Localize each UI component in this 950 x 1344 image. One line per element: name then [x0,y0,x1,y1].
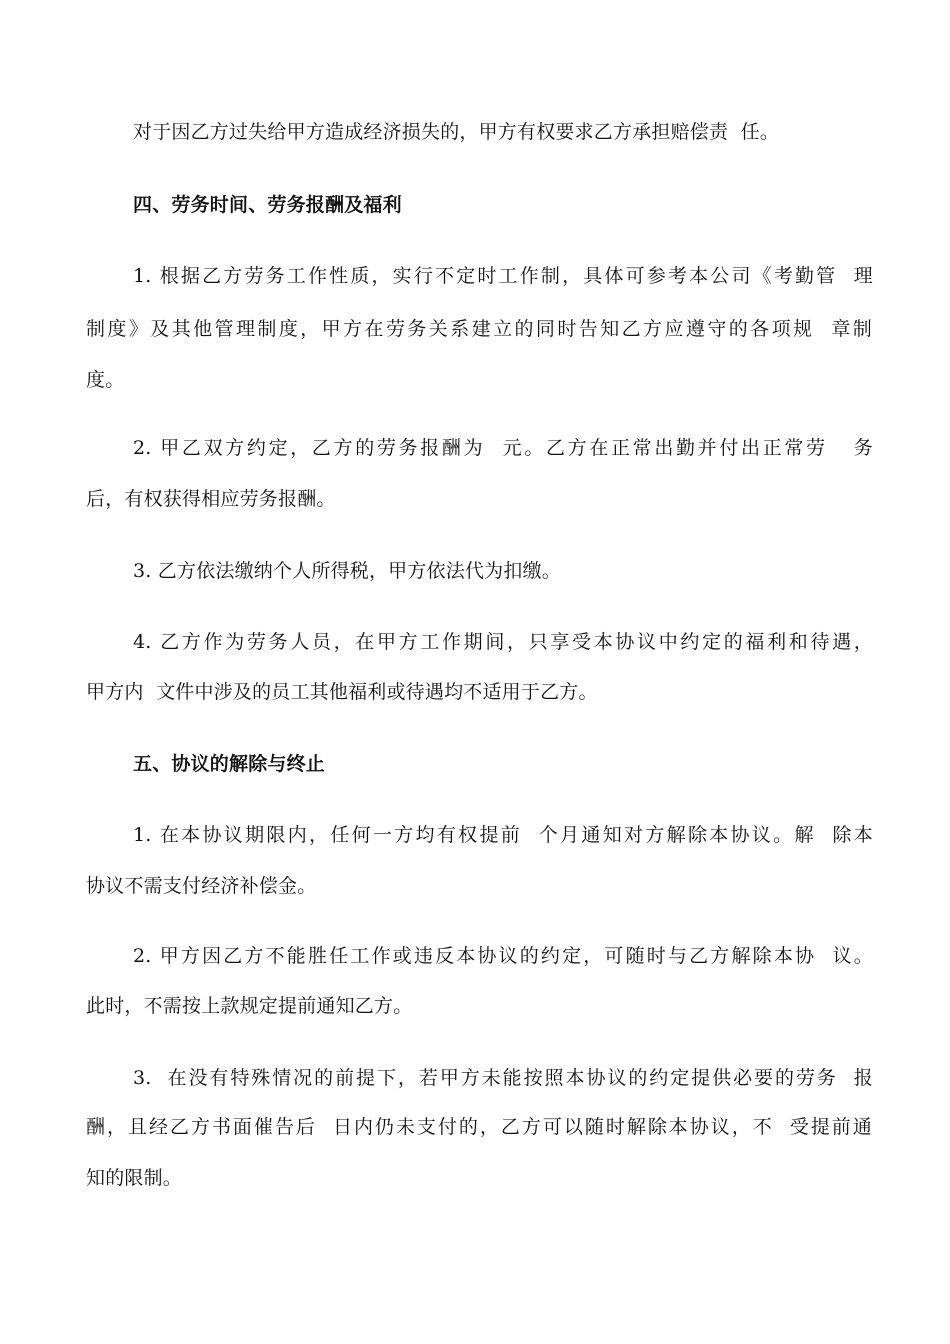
clause-4-2-line-2: 后，有权获得相应劳务报酬。 [86,488,336,510]
section-heading-4: 四、劳务时间、劳务报酬及福利 [133,194,402,216]
clause-4-1-line-2: 制度》及其他管理制度，甲方在劳务关系建立的同时告知乙方应遵守的各项规 章制 [86,318,872,340]
clause-5-1-line-1: 1. 在本协议期限内，任何一方均有权提前 个月通知对方解除本协议。解 除本 [133,824,873,846]
paragraph-liability-line-1: 对于因乙方过失给甲方造成经济损失的，甲方有权要求乙方承担赔偿责 任。 [133,121,780,143]
clause-4-4-line-2: 甲方内 文件中涉及的员工其他福利或待遇均不适用于乙方。 [86,681,598,703]
clause-4-2-line-1: 2. 甲乙双方约定，乙方的劳务报酬为 元。乙方在正常出勤并付出正常劳 务 [133,437,873,459]
clause-4-4-line-1: 4. 乙方作为劳务人员，在甲方工作期间，只享受本协议中约定的福利和待遇， [133,631,873,653]
clause-5-1-line-2: 协议不需支付经济补偿金。 [86,875,317,897]
clause-5-2-line-1: 2. 甲方因乙方不能胜任工作或违反本协议的约定，可随时与乙方解除本协 议。 [133,945,873,967]
clause-5-3-line-2: 酬，且经乙方书面催告后 日内仍未支付的，乙方可以随时解除本协议，不 受提前通 [86,1116,872,1138]
clause-4-1-line-3: 度。 [86,369,125,391]
clause-4-3-line-1: 3. 乙方依法缴纳个人所得税，甲方依法代为扣缴。 [133,560,561,582]
clause-4-1-line-1: 1. 根据乙方劳务工作性质，实行不定时工作制，具体可参考本公司《考勤管 理 [133,265,873,287]
clause-5-2-line-2: 此时，不需按上款规定提前通知乙方。 [86,995,413,1017]
section-heading-5: 五、协议的解除与终止 [133,753,326,775]
clause-5-3-line-1: 3. 在没有特殊情况的前提下，若甲方未能按照本协议的约定提供必要的劳务 报 [133,1067,873,1089]
clause-5-3-line-3: 知的限制。 [86,1167,183,1189]
